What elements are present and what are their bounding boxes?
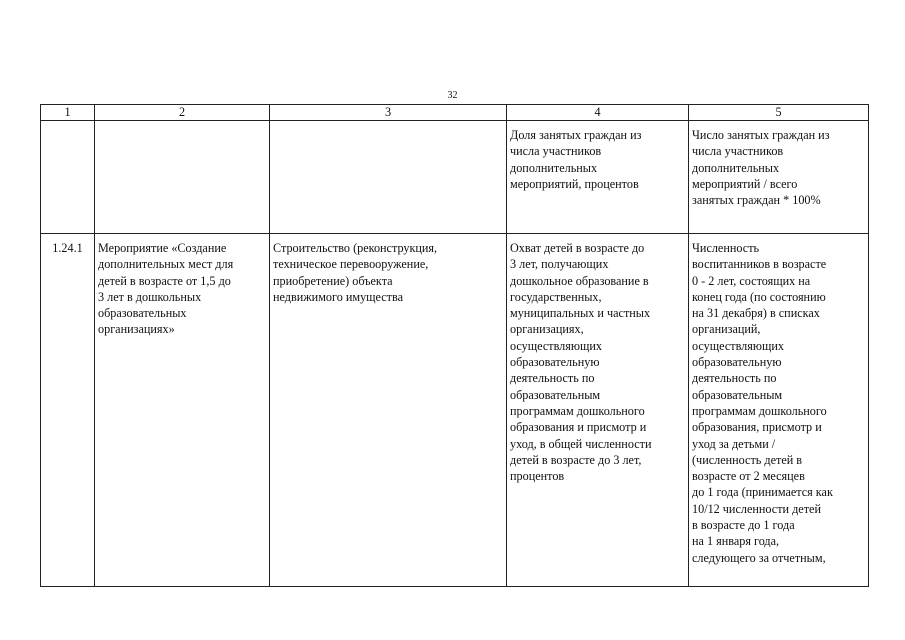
- formula-cell: [689, 234, 869, 587]
- indicator-cell: [507, 234, 689, 587]
- event-text: Мероприятие «Создание дополнительных мест для детей в возрасте от 1,5 до 3 лет в дошкольных образовательных организациях»: [98, 241, 234, 337]
- indicator-text: Охват детей в возрасте до 3 лет, получающих дошкольное образование в государственных, муниципальных и частных организациях, осуществляющих образовательную деятельность по образовательным программам дошкольного образования и присмотр и уход, в общей численности детей в возрасте до 3 лет, процентов: [510, 241, 652, 484]
- row-number: 1.24.1: [52, 241, 83, 255]
- table-row: [41, 234, 869, 587]
- indicator-cell: [507, 121, 689, 234]
- row-number-cell: [41, 121, 95, 234]
- indicator-table: [40, 104, 869, 587]
- column-header-2: 2: [95, 105, 270, 121]
- event-cell: [95, 234, 270, 587]
- table-row: [41, 121, 869, 234]
- column-header-4: 4: [507, 105, 689, 121]
- indicator-text: Доля занятых граждан из числа участников дополнительных мероприятий, процентов: [510, 128, 642, 191]
- action-text: Строительство (реконструкция, техническое перевооружение, приобретение) объекта недвижимого имущества: [273, 241, 438, 304]
- table-header-row: [41, 105, 869, 121]
- action-cell: [270, 234, 507, 587]
- page-number: 32: [447, 90, 458, 101]
- event-cell: [95, 121, 270, 234]
- row-number-cell: [41, 234, 95, 587]
- formula-text: Число занятых граждан из числа участников дополнительных мероприятий / всего занятых граждан * 100%: [692, 128, 830, 208]
- formula-text: Численность воспитанников в возрасте 0 - 2 лет, состоящих на конец года (по состоянию на 31 декабря) в списках организаций, осуществляющих образовательную деятельность по образовательным программам дошкольного образования, присмотр и уход за детьми / (численность детей в возрасте от 2 месяцев до 1 года (принимается как 10/12 численности детей в возрасте до 1 года на 1 января года, следующего за отчетным,: [692, 241, 833, 565]
- formula-cell: [689, 121, 869, 234]
- column-header-1: 1: [41, 105, 95, 121]
- column-header-5: 5: [689, 105, 869, 121]
- action-cell: [270, 121, 507, 234]
- column-header-3: 3: [270, 105, 507, 121]
